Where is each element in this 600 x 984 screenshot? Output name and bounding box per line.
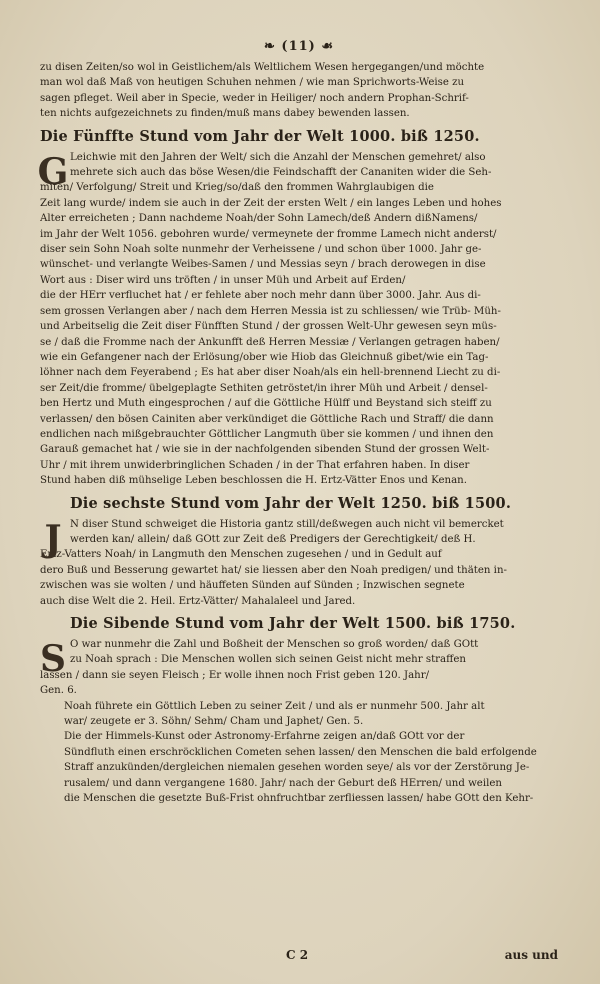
ornament-right-icon: ☙ <box>321 39 335 54</box>
text-line: Leichwie mit den Jahren der Welt/ sich die Anzahl der Menschen gemehret/ also <box>70 151 486 163</box>
text-line: Noah führete ein Göttlich Leben zu seiner Zeit / und als er nunmehr 500. Jahr alt <box>64 700 485 712</box>
section-seven-hour <box>40 637 558 806</box>
text-line: wünschet- und verlangte Weibes-Samen / und Messias seyn / brach derowegen in dise <box>40 259 486 271</box>
section-six-hour <box>40 517 558 609</box>
section-paragraph <box>40 637 558 699</box>
text-line: sagen pfleget. Weil aber in Specie, weder in Heiliger/ noch andern Prophan-Schrif- <box>40 92 469 104</box>
text-line: Ertz-Vatters Noah/ in Langmuth den Menschen zugesehen / und in Gedult auf <box>40 549 442 561</box>
intro-paragraph <box>40 60 558 122</box>
catchword: aus und <box>504 948 558 962</box>
text-line: ser Zeit/die fromme/ übelgeplagte Sethiten getröstet/in ihrer Müh und Arbeit / densel- <box>40 382 488 394</box>
text-line: se / daß die Fromme nach der Ankunfft deß Herren Messiæ / Verlangen getragen haben/ <box>40 336 500 348</box>
text-line: man wol daß Maß von heutigen Schuhen nehmen / wie man Sprichworts-Weise zu <box>40 77 465 89</box>
text-line: mehrete sich auch das böse Wesen/die Feindschafft der Cananiten wider die Seh- <box>70 167 492 179</box>
text-line: Die der Himmels-Kunst oder Astronomy-Erfahrne zeigen an/daß GOtt vor der <box>64 731 465 743</box>
text-line: Wort aus : Diser wird uns tröften / in unser Müh und Arbeit auf Erden/ <box>40 274 406 286</box>
text-line: Stund haben diß mühselige Leben beschlossen die H. Ertz-Vätter Enos und Kenan. <box>40 475 467 487</box>
text-line: die der HErr verfluchet hat / er fehlete aber noch mehr dann über 3000. Jahr. Aus di- <box>40 290 481 302</box>
drop-capital: G <box>37 150 69 193</box>
section-heading: Die Fünffte Stund vom Jahr der Welt 1000. biß 1250. <box>40 127 480 145</box>
text-line: miten/ Verfolgung/ Streit und Krieg/so/daß den frommen Wahrglaubigen die <box>40 182 434 194</box>
text-line: war/ zeugete er 3. Söhn/ Sehm/ Cham und Japhet/ Gen. 5. <box>64 716 364 728</box>
text-line: und Arbeitselig die Zeit diser Fünfften Stund / der grossen Welt-Uhr gewesen seyn müs- <box>40 321 497 333</box>
text-line: auch dise Welt die 2. Heil. Ertz-Vätter/ Mahalaleel und Jared. <box>40 595 356 607</box>
text-line: werden kan/ allein/ daß GOtt zur Zeit deß Predigers der Gerechtigkeit/ deß H. <box>70 533 476 545</box>
section-five-hour <box>37 150 558 489</box>
page-number: (11) <box>281 39 316 54</box>
text-line: ten nichts aufgezeichnets zu finden/muß mans dabey bewenden lassen. <box>40 108 410 120</box>
section-paragraph <box>40 517 558 609</box>
signature-mark: C 2 <box>286 948 309 962</box>
text-line: sem grossen Verlangen aber / nach dem Herren Messia ist zu schliessen/ wie Trüb- Müh- <box>40 305 501 317</box>
drop-capital: J <box>44 517 62 560</box>
text-line: zwischen was sie wolten / und häuffeten Sünden auf Sünden ; Inzwischen segnete <box>40 580 465 592</box>
section-heading: Die sechste Stund vom Jahr der Welt 1250. biß 1500. <box>70 494 512 512</box>
text-line: zu Noah sprach : Die Menschen wollen sich seinen Geist nicht mehr straffen <box>70 654 466 666</box>
text-line: Uhr / mit ihrem unwiderbringlichen Schaden / in der That erfahren haben. In diser <box>40 459 470 471</box>
text-line: N diser Stund schweiget die Historia gantz still/deßwegen auch nicht vil bemercket <box>70 518 504 530</box>
text-line: ben Hertz und Muth eingesprochen / auf die Göttliche Hülff und Beystand sich steiff zu <box>40 398 492 410</box>
text-line: Straff anzukünden/dergleichen niemalen gesehen worden seye/ als vor der Zerstörung Je- <box>64 762 530 774</box>
text-line: dero Buß und Besserung gewartet hat/ sie liessen aber den Noah predigen/ und thäten in- <box>40 564 507 576</box>
section-paragraph <box>37 150 558 489</box>
text-line: O war nunmehr die Zahl und Boßheit der Menschen so groß worden/ daß GOtt <box>70 639 479 650</box>
text-line: endlichen nach mißgebrauchter Göttlicher Langmuth über sie kommen / und ihnen den <box>40 428 494 440</box>
ornament-left-icon: ❧ <box>263 39 276 54</box>
text-line: im Jahr der Welt 1056. gebohren wurde/ vermeynete der fromme Lamech nicht anderst/ <box>40 228 497 240</box>
text-line: verlassen/ den bösen Cainiten aber verkündiget die Göttliche Rach und Straff/ die dann <box>40 413 494 425</box>
page-header <box>40 34 558 60</box>
text-line: zu disen Zeiten/so wol in Geistlichem/als Weltlichem Wesen hergegangen/und möchte <box>40 62 485 73</box>
page-footer <box>40 948 558 966</box>
text-line: Sündfluth einen erschröcklichen Cometen sehen lassen/ den Menschen die bald erfolgende <box>64 746 537 758</box>
section-continuation <box>40 699 558 807</box>
text-line: wie ein Gefangener nach der Erlösung/ober wie Hiob das Gleichnuß gibet/wie ein Tag- <box>40 351 489 363</box>
drop-capital: S <box>40 638 66 680</box>
text-line: die Menschen die gesetzte Buß-Frist ohnfruchtbar zerfliessen lassen/ habe GOtt den Kehr- <box>64 793 534 805</box>
section-heading: Die Sibende Stund vom Jahr der Welt 1500. biß 1750. <box>70 615 516 632</box>
text-line: Alter erreicheten ; Dann nachdeme Noah/der Sohn Lamech/deß Andern dißNamens/ <box>40 213 478 225</box>
text-line: Zeit lang wurde/ indem sie auch in der Zeit der ersten Welt / ein langes Leben und hohes <box>40 197 502 209</box>
text-line: Garauß gemachet hat / wie sie in der nachfolgenden sibenden Stund der grossen Welt- <box>40 444 490 456</box>
text-line: lassen / dann sie seyen Fleisch ; Er wolle ihnen noch Frist geben 120. Jahr/ <box>40 669 430 681</box>
text-line: diser sein Sohn Noah solte nunmehr der Verheissene / und schon über 1000. Jahr ge- <box>40 244 482 256</box>
text-line: rusalem/ und dann vergangene 1680. Jahr/ nach der Geburt deß HErren/ und weilen <box>64 777 502 789</box>
text-line: Gen. 6. <box>40 685 77 697</box>
text-line: löhner nach dem Feyerabend ; Es hat aber diser Noah/als ein hell-brennend Liecht zu di- <box>40 367 501 379</box>
